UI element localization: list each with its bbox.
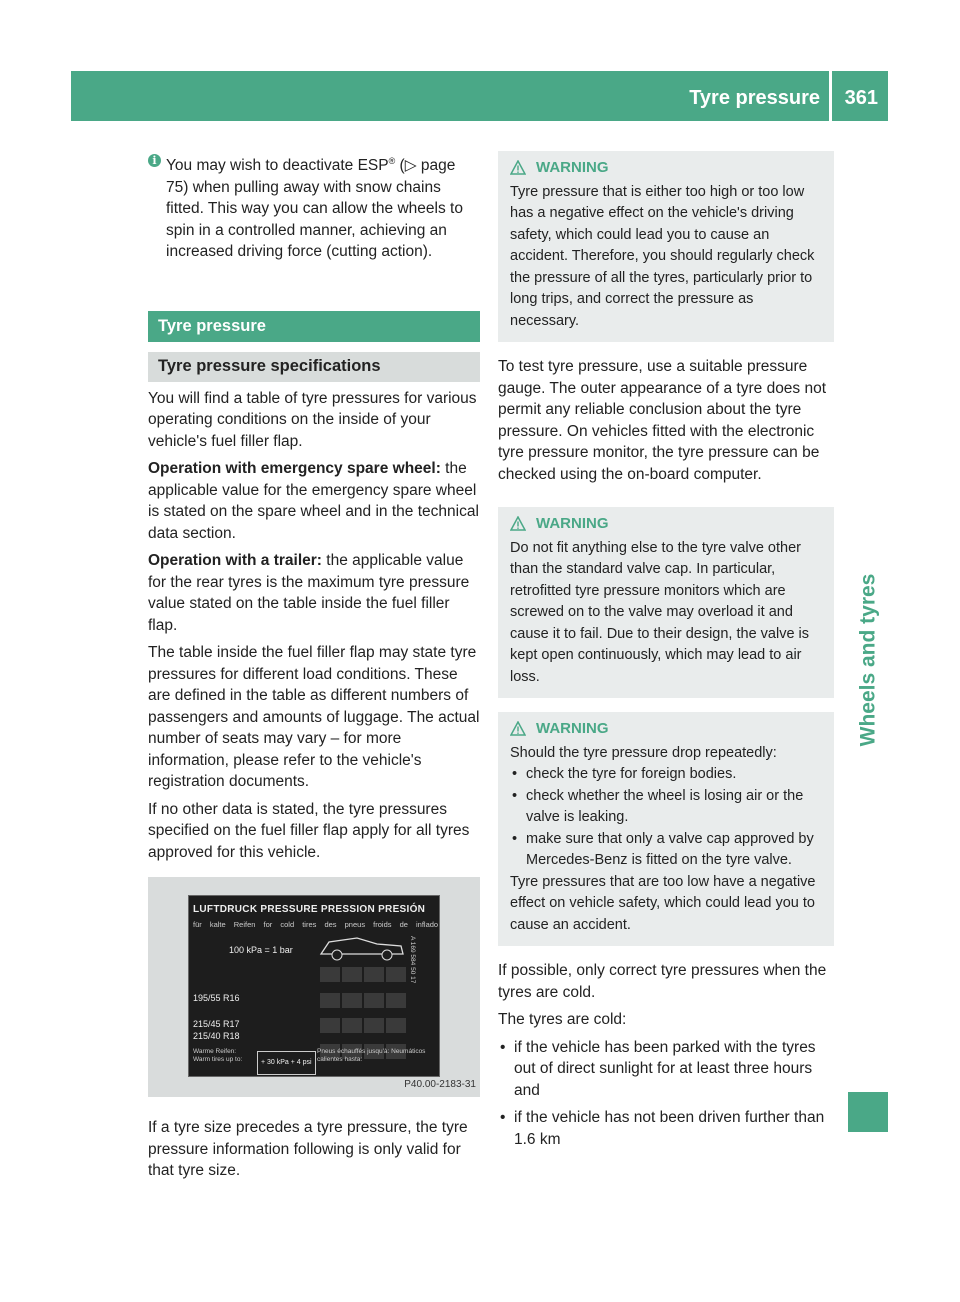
warning-box [498, 151, 834, 342]
section-title: Tyre pressure [148, 311, 480, 343]
car-outline-icon [317, 928, 407, 962]
bold-lead: Operation with emergency spare wheel: [148, 460, 441, 478]
warning-text: Tyre pressure that is either too high or too low has a negative effect on the vehicle's driving safety, which could lead you to cause an accident. Therefore, you should regularly check the pressure of all the tyres, particularly prior to long trips, and correct the pressure as necessary. [510, 183, 815, 329]
paragraph-text: the applicable value for the rear tyres is the maximum tyre pressure value stated on the table inside the fuel filler flap. [148, 552, 470, 634]
chapter-tab [848, 520, 888, 800]
header-separator [829, 71, 832, 121]
label-size-3: 215/40 R18 [193, 1031, 240, 1042]
warning-bullet: • check the tyre for foreign bodies. [510, 764, 824, 786]
warning-bullet: • check whether the wheel is losing air or the valve is leaking. [510, 786, 824, 829]
chapter-marker [848, 1092, 888, 1132]
warning-title-text: WARNING [536, 159, 609, 176]
warning-title [510, 513, 824, 535]
header-title: Tyre pressure [689, 87, 820, 109]
left-column [148, 151, 480, 1188]
label-kpa: 100 kPa = 1 bar [229, 945, 293, 956]
warning-title-text: WARNING [536, 515, 609, 532]
paragraph [148, 550, 480, 636]
warning-bullet: • make sure that only a valve cap approved by Mercedes-Benz is fitted on the tyre valve. [510, 829, 824, 872]
warning-title [510, 157, 824, 179]
list-item: • if the vehicle has not been driven further than 1.6 km [498, 1107, 834, 1150]
info-line1: You may wish to deactivate ESP [166, 157, 389, 175]
paragraph [148, 458, 480, 544]
page-header [71, 71, 888, 121]
right-column [498, 151, 834, 1156]
paragraph: You will find a table of tyre pressures for various operating conditions on the inside of your vehicle's fuel filler flap. [148, 389, 477, 450]
registered-mark: ® [388, 156, 396, 166]
warning-title [510, 718, 824, 740]
label-warm-value: + 30 kPa + 4 psi [257, 1051, 316, 1075]
page-number: 361 [844, 87, 878, 109]
paragraph: If possible, only correct tyre pressures when the tyres are cold. [498, 962, 827, 1001]
paragraph-text: the applicable value for the emergency spare wheel is stated on the spare wheel and in the technical data section. [148, 460, 479, 542]
chapter-label: Wheels and tyres [856, 573, 880, 747]
warning-box [498, 507, 834, 698]
subsection-title: Tyre pressure specifications [148, 352, 480, 382]
warning-text: Do not fit anything else to the tyre valve other than the standard valve cap. In particular, retrofitted tyre pressure monitors which are screwed on to the valve may overload it and cause it to fail. Due to their design, the valve is kept open continuously, which may lead to air loss. [510, 539, 810, 685]
paragraph: To test tyre pressure, use a suitable pressure gauge. The outer appearance of a tyre does not permit any reliable conclusion about the tyre pressure. On vehicles fitted with the electronic tyre pressure monitor, the tyre pressure can be checked using the on-board computer. [498, 358, 827, 483]
warning-outro: Tyre pressures that are too low have a negative effect on vehicle safety, which could lead you to cause an accident. [510, 873, 816, 933]
warning-title-text: WARNING [536, 720, 609, 737]
image-code: P40.00-2183-31 [404, 1078, 476, 1090]
label-pneus: Pneus échauffés jusqu'à: Neumáticos calientes hasta: [317, 1048, 426, 1064]
label-size-1: 195/55 R16 [193, 993, 240, 1004]
bold-lead: Operation with a trailer: [148, 552, 322, 570]
label-warm: Warme Reifen: Warm tires up to: [193, 1048, 243, 1064]
info-icon: i [148, 154, 161, 167]
list-item: • if the vehicle has been parked with the tyres out of direct sunlight for at least three hours and [498, 1037, 834, 1102]
tyre-pressure-label-image [148, 877, 480, 1097]
label-subtitle: für kalte Reifen for cold tires des pneus froids de inflado [193, 920, 439, 930]
paragraph: If a tyre size precedes a tyre pressure, the tyre pressure information following is only valid for that tyre size. [148, 1119, 468, 1180]
paragraph: The tyres are cold: [498, 1011, 627, 1028]
info-note [148, 151, 480, 263]
warning-intro: Should the tyre pressure drop repeatedly: [510, 744, 777, 761]
paragraph: If no other data is stated, the tyre pressures specified on the fuel filler flap apply for all tyres approved for this vehicle. [148, 800, 470, 861]
warning-box [498, 712, 834, 946]
label-title: LUFTDRUCK PRESSURE PRESSION PRESIÓN [193, 904, 426, 916]
warning-triangle-icon [510, 516, 526, 532]
label-part-code: A 169 584 50 17 [409, 936, 416, 984]
warning-triangle-icon [510, 721, 526, 737]
label-plate [188, 895, 440, 1077]
info-line2: (▷ page 75) when pulling away with snow chains fitted. This way you can allow the wheels to spin in a controlled manner, achieving an increased driving force (cutting action). [166, 157, 463, 261]
paragraph: The table inside the fuel filler flap may state tyre pressures for different load conditions. These are defined in the table as different numbers of passengers and amounts of luggage. The actual number of seats may vary – for more information, please refer to the vehicle's registration documents. [148, 644, 480, 791]
warning-triangle-icon [510, 160, 526, 176]
label-size-2: 215/45 R17 [193, 1019, 240, 1030]
